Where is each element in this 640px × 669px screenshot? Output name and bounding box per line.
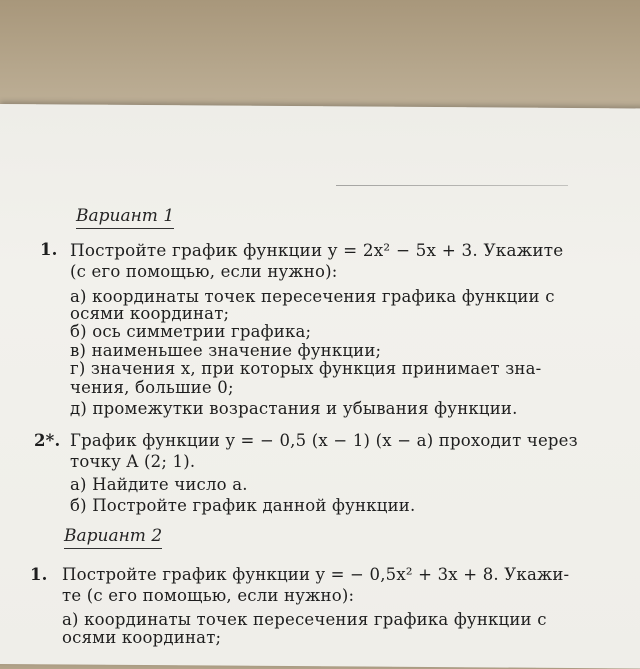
task-1-item-e: д) промежутки возрастания и убывания функции. bbox=[70, 399, 518, 418]
task-2-line-2: точку A (2; 1). bbox=[70, 452, 196, 471]
variant-2-task-1-item-a-cont: осями координат; bbox=[62, 628, 222, 647]
task-2-item-a: а) Найдите число a. bbox=[70, 475, 248, 494]
task-1-item-a-cont: осями координат; bbox=[70, 304, 230, 323]
task-1-item-d-cont: чения, большие 0; bbox=[70, 378, 234, 397]
task-1-item-c: в) наименьшее значение функции; bbox=[70, 341, 382, 360]
task-1-item-a: а) координаты точек пересечения графика функции с bbox=[70, 287, 555, 306]
task-2-item-b: б) Постройте график данной функции. bbox=[70, 496, 416, 515]
variant-2-task-1-line-2: те (с его помощью, если нужно): bbox=[62, 586, 355, 605]
task-1-item-b: б) ось симметрии графика; bbox=[70, 322, 312, 341]
variant-2-task-1-line-1: Постройте график функции y = − 0,5x² + 3x + 8. Укажи- bbox=[62, 565, 570, 584]
task-1-line-1: Постройте график функции y = 2x² − 5x + 3. Укажите bbox=[70, 240, 564, 260]
background-surface bbox=[0, 0, 640, 118]
variant-2-title: Вариант 2 bbox=[64, 526, 162, 549]
task-1-line-2: (с его помощью, если нужно): bbox=[70, 262, 338, 281]
page-divider bbox=[336, 185, 568, 186]
task-2-number: 2*. bbox=[34, 431, 61, 450]
variant-1-title: Вариант 1 bbox=[76, 206, 174, 229]
task-1-number: 1. bbox=[40, 240, 58, 259]
task-2-line-1: График функции y = − 0,5 (x − 1) (x − a) проходит через bbox=[70, 431, 578, 450]
task-1-item-d: г) значения x, при которых функция принимает зна- bbox=[70, 359, 542, 378]
variant-2-task-1-item-a: а) координаты точек пересечения графика функции с bbox=[62, 610, 547, 629]
variant-2-task-1-number: 1. bbox=[30, 565, 48, 584]
